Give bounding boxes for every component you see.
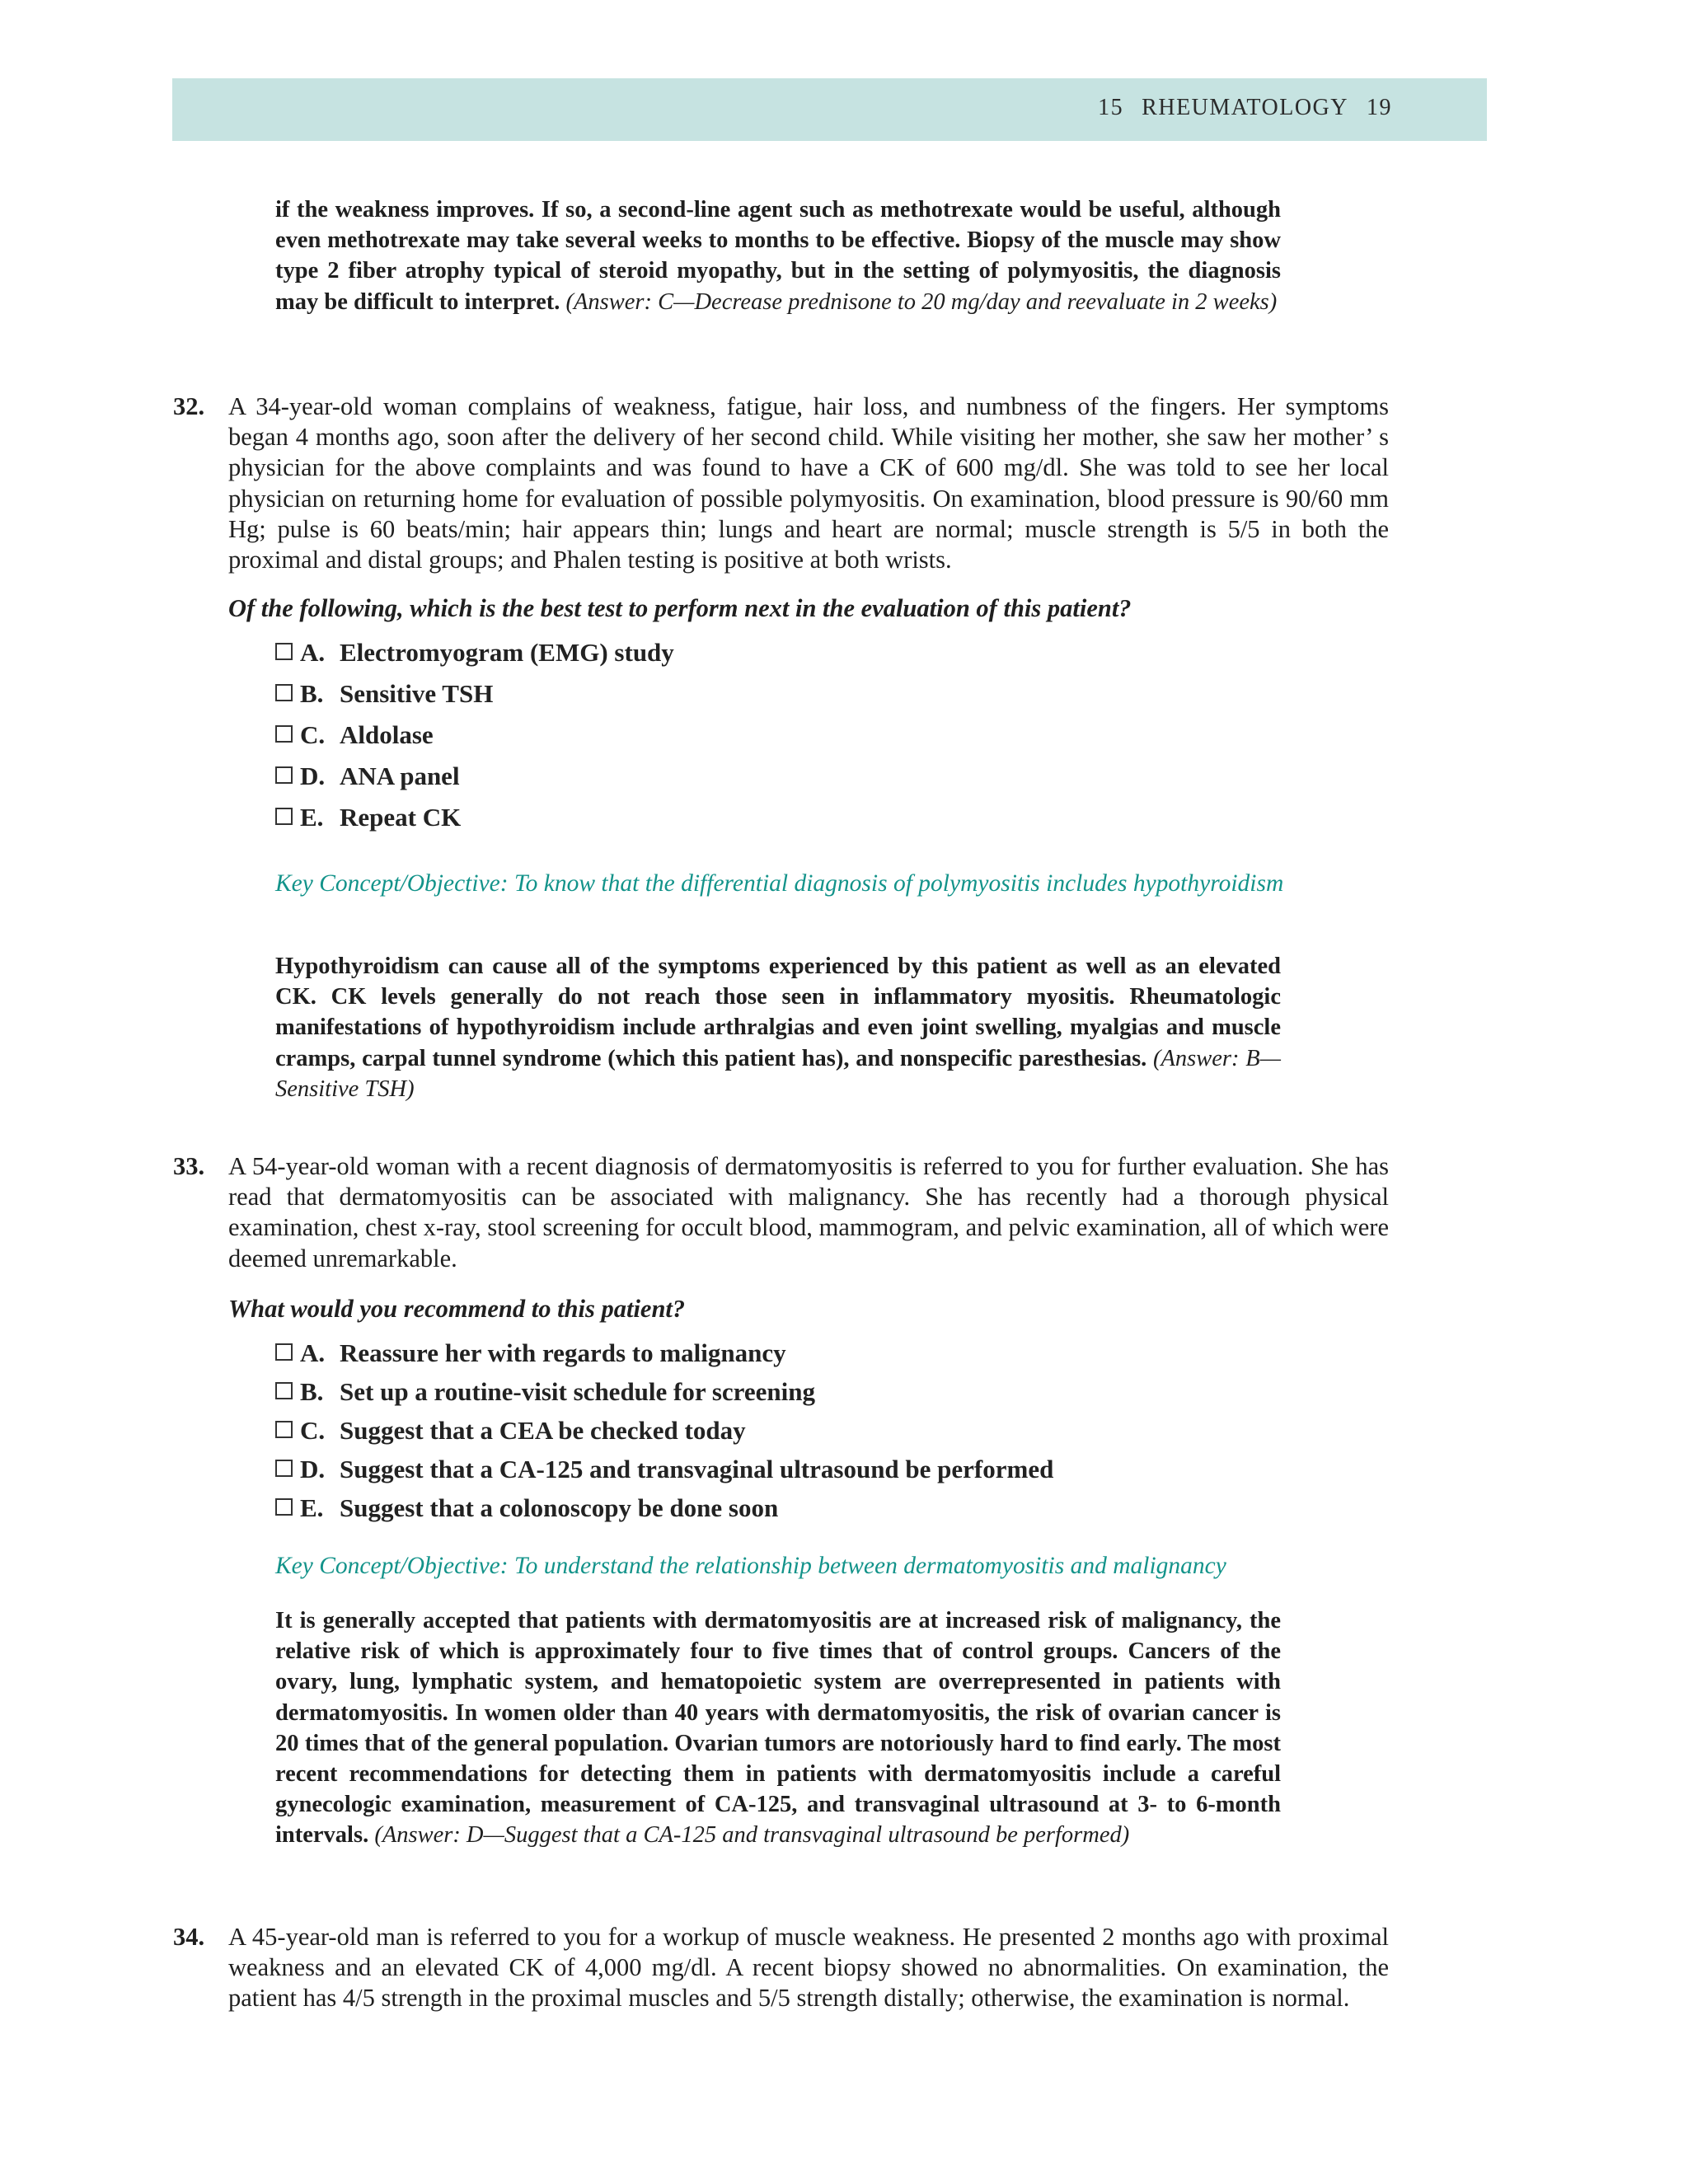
option-letter: B. [300, 1377, 324, 1406]
option-letter: E. [300, 1493, 324, 1522]
key-concept-32: Key Concept/Objective: To know that the differential diagnosis of polymyositis includes hypothyroidism [275, 870, 1284, 897]
running-header [172, 78, 1487, 141]
option-text: Suggest that a CA-125 and transvaginal ultrasound be performed [340, 1455, 1054, 1483]
option-text: Electromyogram (EMG) study [340, 638, 674, 667]
header-text [1080, 95, 1392, 121]
explanation-32 [275, 951, 1281, 1104]
option-text: Suggest that a CEA be checked today [340, 1416, 746, 1445]
explanation-33 [275, 1605, 1281, 1851]
checkbox-icon[interactable] [275, 1421, 293, 1438]
option-text: Repeat CK [340, 803, 462, 832]
answer-text: (Answer: C—Decrease prednisone to 20 mg/day and reevaluate in 2 weeks) [565, 288, 1278, 315]
option-letter: D. [300, 762, 326, 790]
option-text: Sensitive TSH [340, 679, 494, 708]
checkbox-icon[interactable] [275, 1343, 293, 1361]
checkbox-icon[interactable] [275, 766, 293, 784]
option-33-c[interactable] [275, 1416, 1347, 1446]
question-number: 32. [173, 392, 205, 420]
option-33-b[interactable] [275, 1377, 1347, 1407]
carryover-explanation [275, 194, 1281, 317]
question-33 [173, 1151, 1389, 1274]
checkbox-icon[interactable] [275, 1498, 293, 1516]
option-32-c[interactable] [275, 720, 1347, 750]
explanation-text: if the weakness improves. If so, a second-line agent such as methotrexate would be useful, although even methotrexate may take several weeks to months to be effective. Biopsy of the muscle may show type 2 fiber atrophy typical of steroid myopathy, but in the setting of polymyositis, the diagnosis may be difficult to interpret. [275, 197, 1281, 315]
question-34 [173, 1922, 1389, 2014]
option-text: Set up a routine-visit schedule for screening [340, 1377, 815, 1406]
chapter-number: 15 [1098, 95, 1124, 120]
explanation-text: It is generally accepted that patients with dermatomyositis are at increased risk of malignancy, the relative risk of which is approximately four to five times that of control groups. Cancers of the ovary, lung, lymphatic system, and hematopoietic system are overrepresented in patients with dermatomyositis. In women older than 40 years with dermatomyositis, the risk of ovarian cancer is 20 times that of the general population. Ovarian tumors are notoriously hard to find early. The most recent recommendations for detecting them in patients with dermatomyositis include a careful gynecologic examination, measurement of CA-125, and transvaginal ultrasound at 3- to 6-month intervals. [275, 1608, 1281, 1849]
option-33-e[interactable] [275, 1493, 1347, 1523]
option-32-b[interactable] [275, 679, 1347, 709]
option-32-a[interactable] [275, 638, 1347, 668]
answer-text: (Answer: B—Sensitive TSH) [275, 1045, 1281, 1102]
option-text: Reassure her with regards to malignancy [340, 1338, 786, 1367]
option-33-d[interactable] [275, 1455, 1347, 1484]
answer-text: (Answer: D—Suggest that a CA-125 and transvaginal ultrasound be performed) [374, 1822, 1130, 1849]
option-letter: B. [300, 679, 324, 708]
explanation-text: Hypothyroidism can cause all of the symptoms experienced by this patient as well as an elevated CK. CK levels generally do not reach those seen in inflammatory myositis. Rheumatologic manifestations of hypothyroidism include arthralgias and even joint swelling, myalgias and muscle cramps, carpal tunnel syndrome (which this patient has), and nonspecific paresthesias. [275, 954, 1281, 1071]
option-33-a[interactable] [275, 1338, 1347, 1368]
checkbox-icon[interactable] [275, 684, 293, 701]
question-number: 34. [173, 1923, 205, 1951]
option-32-d[interactable] [275, 762, 1347, 791]
question-number: 33. [173, 1152, 205, 1180]
question-32-prompt: Of the following, which is the best test to perform next in the evaluation of this patient? [228, 594, 1132, 622]
checkbox-icon[interactable] [275, 808, 293, 825]
option-letter: D. [300, 1455, 326, 1483]
option-letter: E. [300, 803, 324, 832]
key-concept-33: Key Concept/Objective: To understand the relationship between dermatomyositis and malignancy [275, 1553, 1226, 1579]
question-stem: A 54-year-old woman with a recent diagnosis of dermatomyositis is referred to you for further evaluation. She has read that dermatomyositis can be associated with malignancy. She has recently had a thorough physical examination, chest x-ray, stool screening for occult blood, mammogram, and pelvic examination, all of which were deemed unremarkable. [228, 1152, 1389, 1272]
option-text: Aldolase [340, 720, 434, 749]
option-letter: C. [300, 720, 326, 749]
checkbox-icon[interactable] [275, 1382, 293, 1399]
option-text: ANA panel [340, 762, 460, 790]
checkbox-icon[interactable] [275, 725, 293, 743]
option-text: Suggest that a colonoscopy be done soon [340, 1493, 779, 1522]
checkbox-icon[interactable] [275, 643, 293, 660]
option-letter: C. [300, 1416, 326, 1445]
option-letter: A. [300, 1338, 326, 1367]
section-title: RHEUMATOLOGY [1142, 95, 1348, 120]
question-stem: A 34-year-old woman complains of weakness, fatigue, hair loss, and numbness of the fingers. Her symptoms began 4 months ago, soon after the delivery of her second child. While visiting her mother, she saw her mother’ s physician for the above complaints and was found to have a CK of 600 mg/dl. She was told to see her local physician on returning home for evaluation of possible polymyositis. On examination, blood pressure is 90/60 mm Hg; pulse is 60 beats/min; hair appears thin; lungs and heart are normal; muscle strength is 5/5 in both the proximal and distal groups; and Phalen testing is positive at both wrists. [228, 392, 1389, 574]
question-32 [173, 391, 1389, 575]
checkbox-icon[interactable] [275, 1460, 293, 1477]
question-stem: A 45-year-old man is referred to you for a workup of muscle weakness. He presented 2 months ago with proximal weakness and an elevated CK of 4,000 mg/dl. A recent biopsy showed no abnormalities. On examination, the patient has 4/5 strength in the proximal muscles and 5/5 strength distally; otherwise, the examination is normal. [228, 1923, 1389, 2013]
option-32-e[interactable] [275, 803, 1347, 832]
option-letter: A. [300, 638, 326, 667]
page-number: 19 [1367, 95, 1392, 120]
question-33-prompt: What would you recommend to this patient? [228, 1295, 686, 1323]
